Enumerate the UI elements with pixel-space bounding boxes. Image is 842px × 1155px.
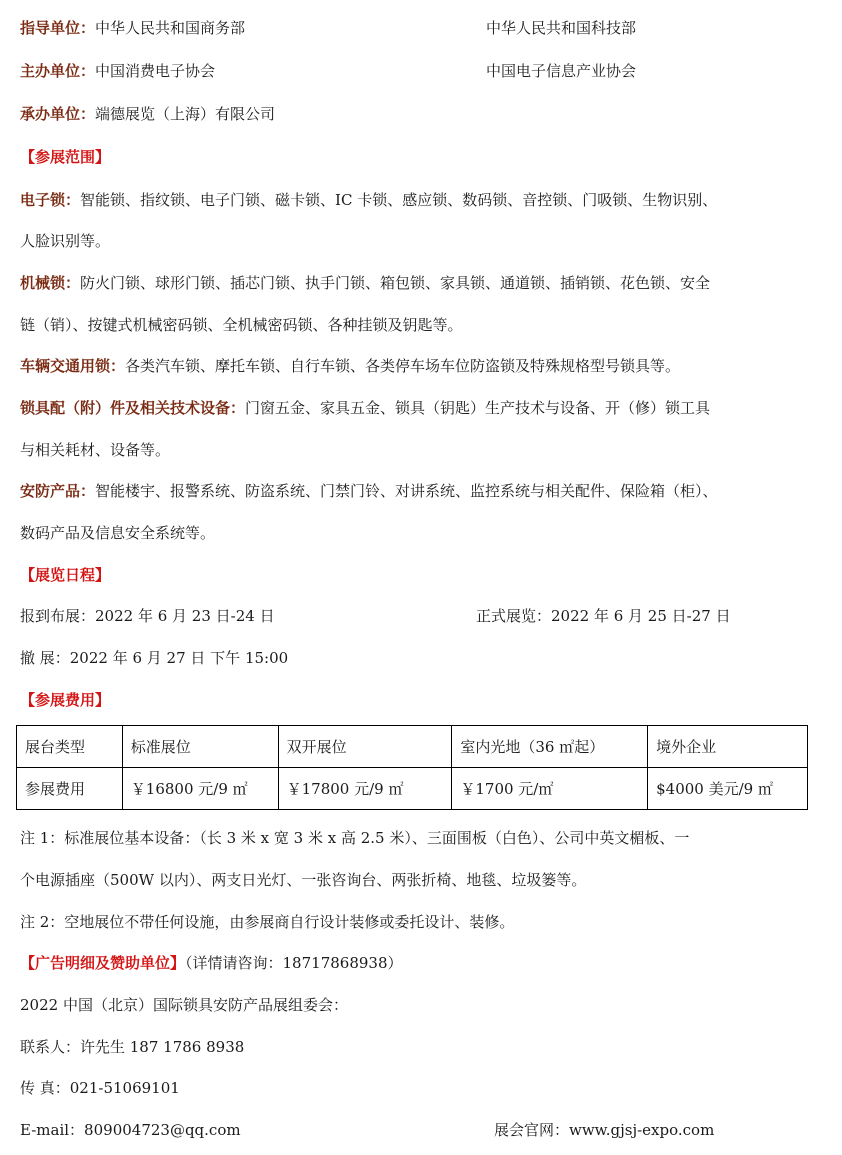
undertake-unit-label: 承办单位： xyxy=(20,105,96,123)
undertake-unit-value: 端德展览（上海）有限公司 xyxy=(95,105,276,123)
committee-name: 2022 中国（北京）国际锁具安防产品展组委会： xyxy=(20,996,348,1014)
scope-electronic-line1 xyxy=(20,190,717,210)
guide-unit-value: 中华人民共和国商务部 xyxy=(95,19,246,37)
email-address[interactable]: E-mail：809004723@qq.com xyxy=(20,1121,241,1139)
fees-header-cell: 双开展位 xyxy=(278,726,452,768)
note-1-line1: 注 1：标准展位基本设备：（长 3 米 x 宽 3 米 x 高 2.5 米）、三面围板（白色）、公司中英文楣板、一 xyxy=(20,829,690,847)
fees-header-cell: 境外企业 xyxy=(648,726,808,768)
scope-accessories-line1 xyxy=(20,398,710,418)
host-unit-value-2: 中国电子信息产业协会 xyxy=(486,62,637,80)
undertake-unit-row xyxy=(20,104,275,124)
host-unit-value: 中国消费电子协会 xyxy=(95,62,216,80)
scope-mechanical-line2: 链（销）、按键式机械密码锁、全机械密码锁、各种挂锁及钥匙等。 xyxy=(20,316,463,334)
ad-sponsor-heading: 【广告明细及赞助单位】 xyxy=(20,954,186,972)
electronic-lock-text: 智能锁、指纹锁、电子门锁、磁卡锁、IC 卡锁、感应锁、数码锁、音控锁、门吸锁、生物识别、 xyxy=(80,191,718,209)
schedule-heading: 【展览日程】 xyxy=(20,566,111,584)
scope-heading: 【参展范围】 xyxy=(20,148,111,166)
contact-person: 联系人：许先生 187 1786 8938 xyxy=(20,1038,245,1056)
schedule-official: 正式展览：2022 年 6 月 25 日-27 日 xyxy=(476,607,731,625)
fees-header-cell: 室内光地（36 ㎡起） xyxy=(452,726,648,768)
host-unit-label: 主办单位： xyxy=(20,62,96,80)
mechanical-lock-label: 机械锁： xyxy=(20,274,81,292)
fees-heading: 【参展费用】 xyxy=(20,691,111,709)
security-products-label: 安防产品： xyxy=(20,482,96,500)
fees-table xyxy=(16,725,808,810)
note-1-line2: 个电源插座（500W 以内）、两支日光灯、一张咨询台、两张折椅、地毯、垃圾篓等。 xyxy=(20,871,587,889)
guide-unit-row xyxy=(20,18,245,38)
schedule-setup: 报到布展：2022 年 6 月 23 日-24 日 xyxy=(20,607,275,625)
guide-unit-value-2: 中华人民共和国科技部 xyxy=(486,19,637,37)
fax-number: 传 真：021-51069101 xyxy=(20,1079,180,1097)
mechanical-lock-text: 防火门锁、球形门锁、插芯门锁、执手门锁、箱包锁、家具锁、通道锁、插销锁、花色锁、安全 xyxy=(80,274,711,292)
fees-value-cell: ￥16800 元/9 ㎡ xyxy=(122,768,278,810)
fees-value-cell: ￥1700 元/㎡ xyxy=(452,768,648,810)
ad-sponsor-note: （详情请咨询：18717868938） xyxy=(185,954,403,972)
electronic-lock-label: 电子锁： xyxy=(20,191,81,209)
fees-header-row xyxy=(17,726,808,768)
fees-value-row xyxy=(17,768,808,810)
scope-accessories-line2: 与相关耗材、设备等。 xyxy=(20,441,171,459)
website-link[interactable]: 展会官网：www.gjsj-expo.com xyxy=(494,1121,715,1139)
scope-mechanical-line1 xyxy=(20,273,710,293)
fees-header-cell: 标准展位 xyxy=(122,726,278,768)
fees-value-cell: $4000 美元/9 ㎡ xyxy=(648,768,808,810)
note-2: 注 2：空地展位不带任何设施，由参展商自行设计装修或委托设计、装修。 xyxy=(20,913,515,931)
schedule-teardown: 撤 展：2022 年 6 月 27 日 下午 15:00 xyxy=(20,649,289,667)
scope-security-line2: 数码产品及信息安全系统等。 xyxy=(20,524,216,542)
guide-unit-label: 指导单位： xyxy=(20,19,96,37)
security-products-text: 智能楼宇、报警系统、防盗系统、门禁门铃、对讲系统、监控系统与相关配件、保险箱（柜）、 xyxy=(95,482,718,500)
scope-security-line1 xyxy=(20,481,718,501)
vehicle-lock-text: 各类汽车锁、摩托车锁、自行车锁、各类停车场车位防盗锁及特殊规格型号锁具等。 xyxy=(125,357,681,375)
fees-header-cell: 展台类型 xyxy=(17,726,123,768)
host-unit-row xyxy=(20,61,215,81)
accessories-text: 门窗五金、家具五金、锁具（钥匙）生产技术与设备、开（修）锁工具 xyxy=(245,399,711,417)
scope-electronic-line2: 人脸识别等。 xyxy=(20,232,111,250)
ad-sponsor-row xyxy=(20,953,403,973)
fees-value-cell: 参展费用 xyxy=(17,768,123,810)
vehicle-lock-label: 车辆交通用锁： xyxy=(20,357,126,375)
scope-vehicle-line xyxy=(20,356,680,376)
accessories-label: 锁具配（附）件及相关技术设备： xyxy=(20,399,246,417)
fees-value-cell: ￥17800 元/9 ㎡ xyxy=(278,768,452,810)
